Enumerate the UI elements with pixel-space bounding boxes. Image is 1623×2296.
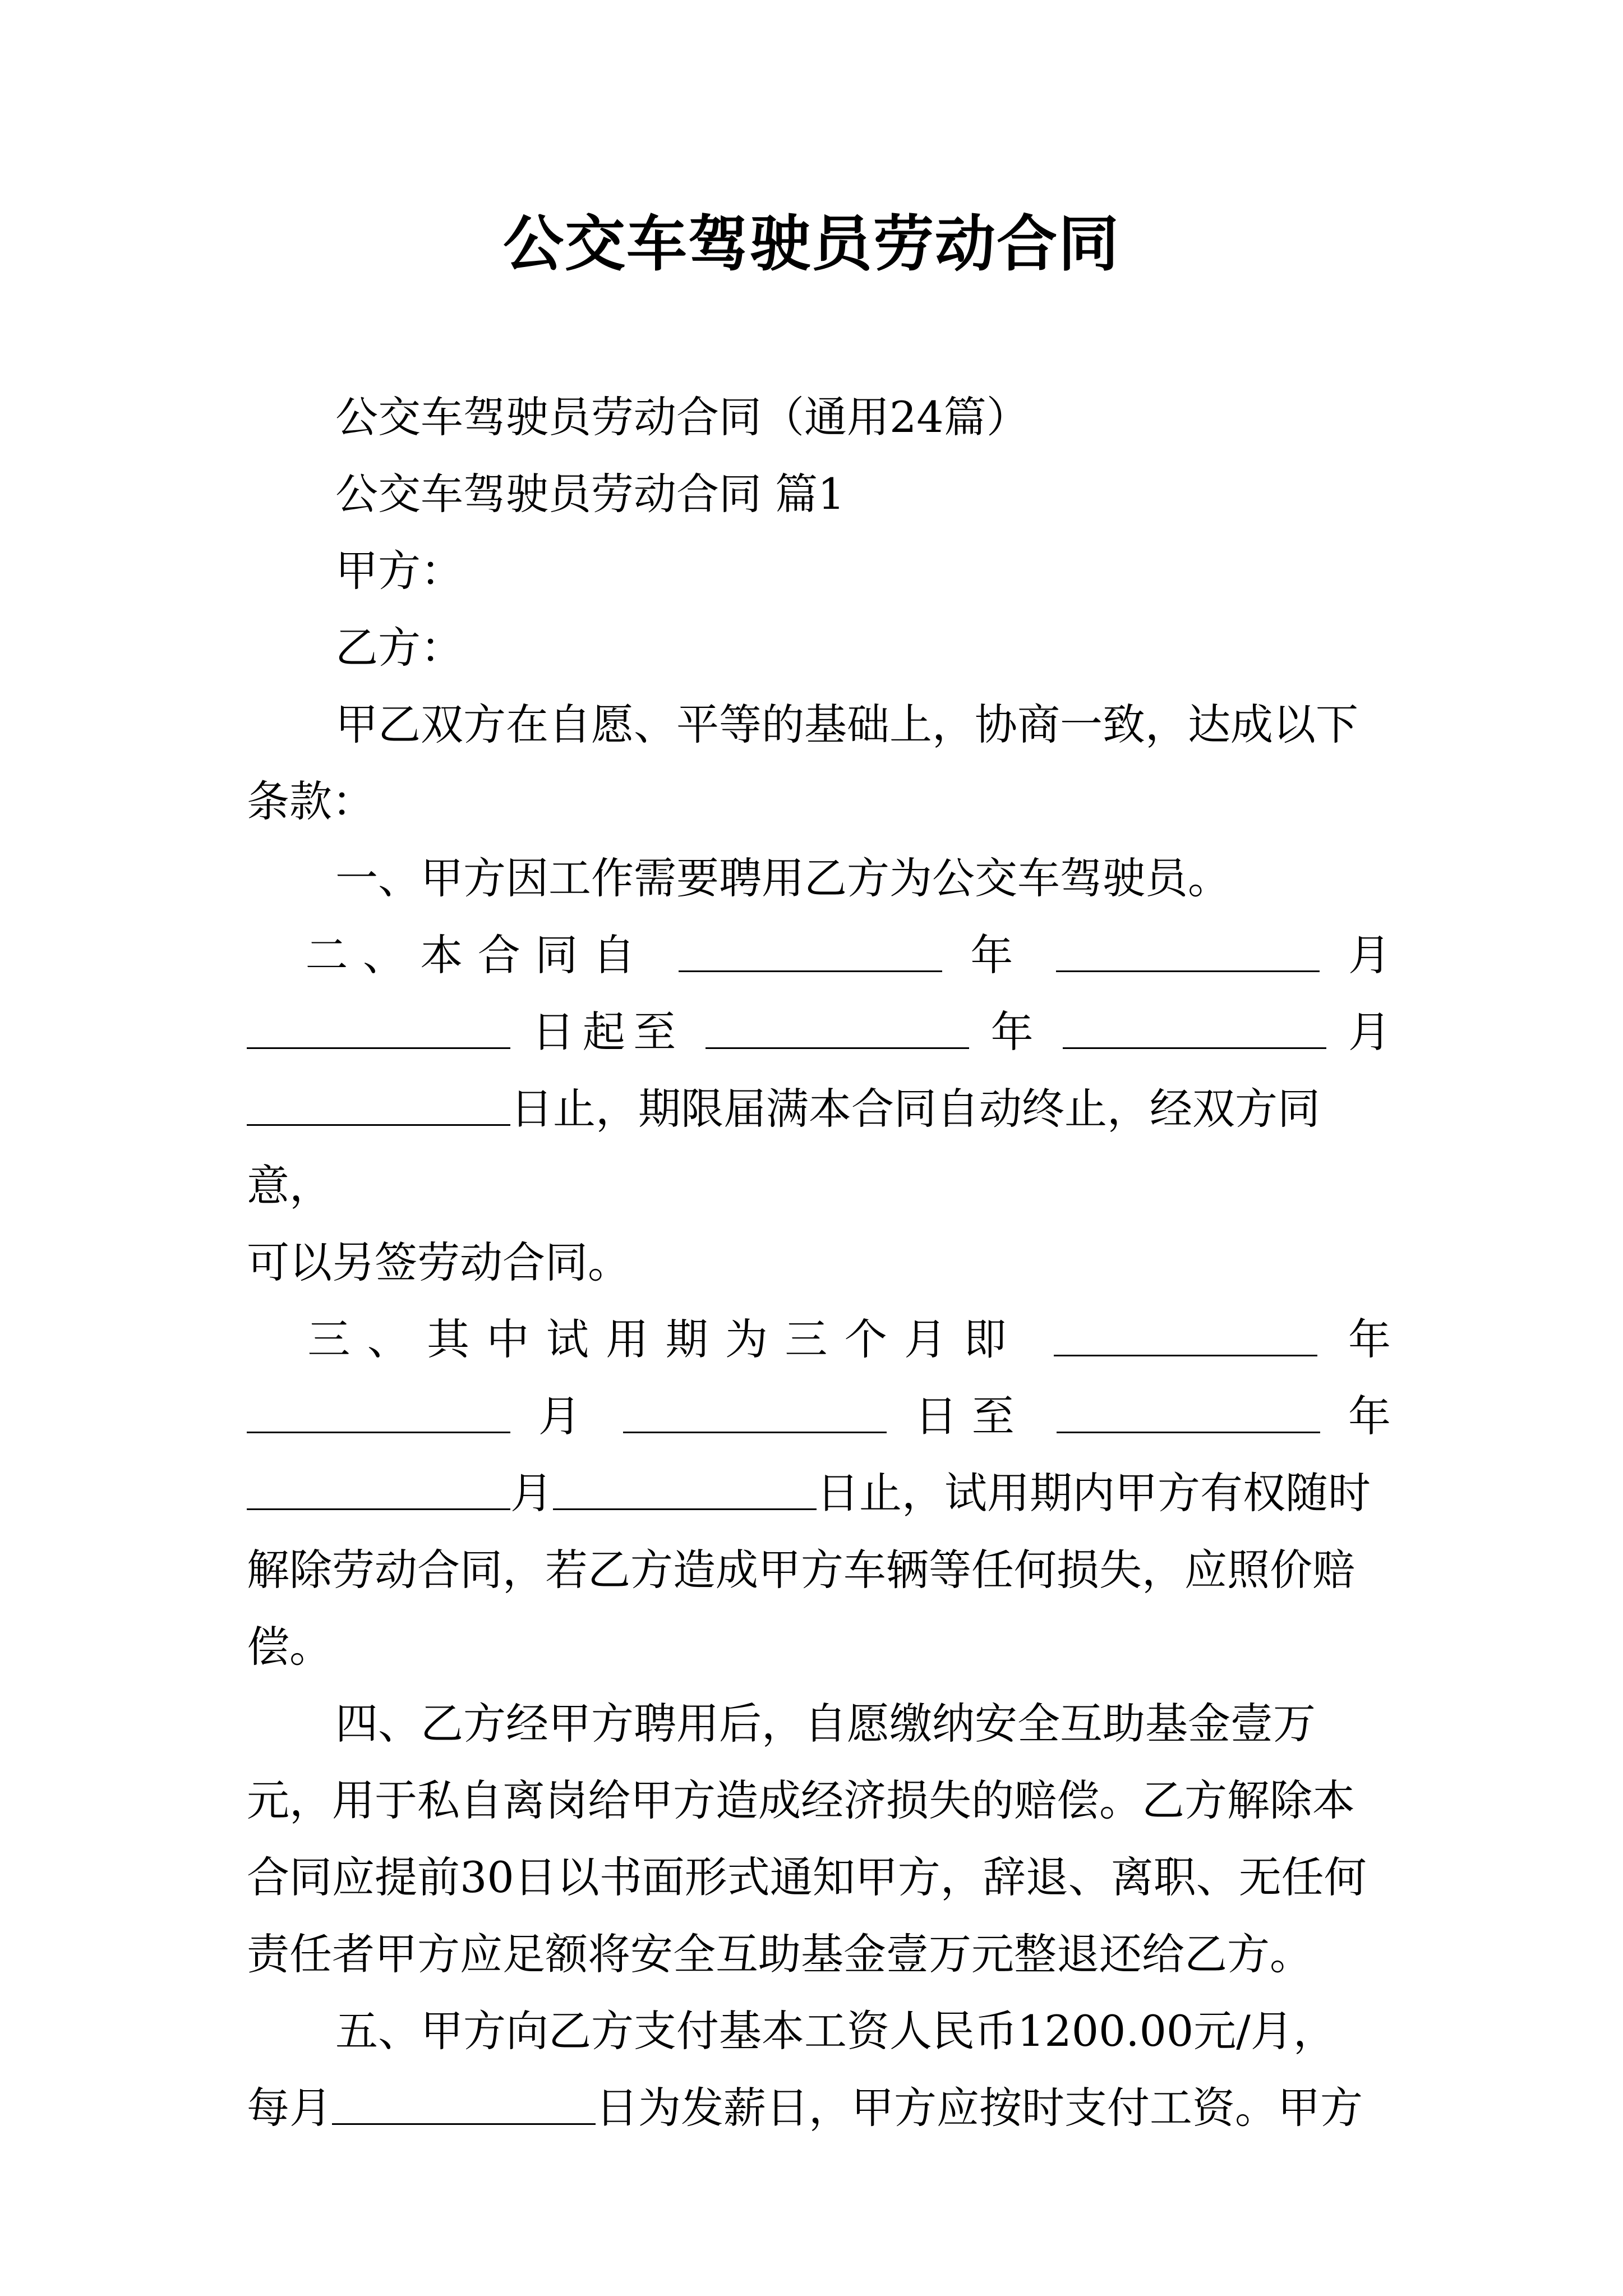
fill-blank bbox=[1057, 1431, 1320, 1433]
clause-3-text-f: 月 bbox=[510, 1468, 553, 1518]
clause-5-line-2 bbox=[247, 2069, 1391, 2146]
document-title: 公交车驾驶员劳动合同 bbox=[502, 209, 1120, 279]
fill-blank bbox=[247, 1431, 510, 1433]
clause-3-line-3 bbox=[247, 1455, 1391, 1531]
clause-2-text-d: 日起至 bbox=[532, 1007, 684, 1057]
fill-blank bbox=[679, 970, 942, 972]
clause-5-line-1: 五、甲方向乙方支付基本工资人民币1200.00元/月， bbox=[335, 2006, 1336, 2056]
clause-2-text-c: 月 bbox=[1348, 930, 1391, 980]
clause-3-text-a: 三、其中试用期为三个月即 bbox=[291, 1314, 1023, 1364]
clause-3-line-5: 偿。 bbox=[247, 1622, 332, 1672]
clause-2-line-2 bbox=[247, 993, 1391, 1070]
party-b-line: 乙方： bbox=[335, 623, 463, 673]
party-a-line: 甲方： bbox=[335, 546, 463, 596]
fill-blank bbox=[706, 1047, 969, 1049]
fill-blank bbox=[1056, 970, 1320, 972]
clause-2-text-g: 日止，期限届满本合同自动终止，经双方同意， bbox=[247, 1084, 1320, 1211]
clause-4: 四、乙方经甲方聘用后，自愿缴纳安全互助基金壹万元，用于私自离岗给甲方造成经济损失的赔偿。乙方解除本合同应提前30日以书面形式通知甲方，辞退、离职、无任何责任者甲方应足额将安全互助基金壹万元整退还给乙方。 bbox=[247, 1699, 1367, 1979]
clause-3-text-d: 日至 bbox=[915, 1391, 1029, 1441]
clause-3-line-1 bbox=[247, 1301, 1391, 1378]
clause-3-text-c: 月 bbox=[538, 1391, 596, 1441]
clause-2-text-a: 二、本合同自 bbox=[291, 930, 651, 980]
subtitle: 公交车驾驶员劳动合同（通用24篇） bbox=[335, 392, 1029, 442]
fill-blank bbox=[1063, 1047, 1326, 1049]
clause-3-text-e: 年 bbox=[1348, 1391, 1391, 1441]
document-body bbox=[247, 379, 1391, 2146]
clause-2-line-4: 可以另签劳动合同。 bbox=[247, 1237, 630, 1287]
clause-1: 一、甲方因工作需要聘用乙方为公交车驾驶员。 bbox=[335, 853, 1230, 903]
clause-3-text-g: 日止，试用期内甲方有权随时 bbox=[817, 1468, 1371, 1518]
fill-blank bbox=[247, 1508, 510, 1510]
section-heading: 公交车驾驶员劳动合同 篇1 bbox=[335, 469, 845, 519]
clause-2-text-b: 年 bbox=[970, 930, 1028, 980]
clause-3-line-2 bbox=[247, 1378, 1391, 1455]
clause-2-text-e: 年 bbox=[990, 1007, 1041, 1057]
fill-blank bbox=[553, 1508, 817, 1510]
fill-blank bbox=[332, 2123, 596, 2125]
clause-3-line-4: 解除劳动合同，若乙方造成甲方车辆等任何损失，应照价赔 bbox=[247, 1545, 1355, 1595]
clause-5-text-a: 每月 bbox=[247, 2083, 332, 2133]
fill-blank bbox=[623, 1431, 887, 1433]
clause-2-line-1 bbox=[247, 917, 1391, 993]
clause-3-text-b: 年 bbox=[1348, 1314, 1391, 1364]
fill-blank bbox=[247, 1047, 510, 1049]
clause-5-text-b: 日为发薪日，甲方应按时支付工资。甲方 bbox=[596, 2083, 1363, 2133]
clause-2-line-3 bbox=[247, 1070, 1391, 1224]
clause-2-text-f: 月 bbox=[1348, 1007, 1391, 1057]
fill-blank bbox=[247, 1124, 510, 1126]
fill-blank bbox=[1054, 1354, 1317, 1356]
intro-paragraph: 甲乙双方在自愿、平等的基础上，协商一致，达成以下条款： bbox=[247, 700, 1358, 826]
